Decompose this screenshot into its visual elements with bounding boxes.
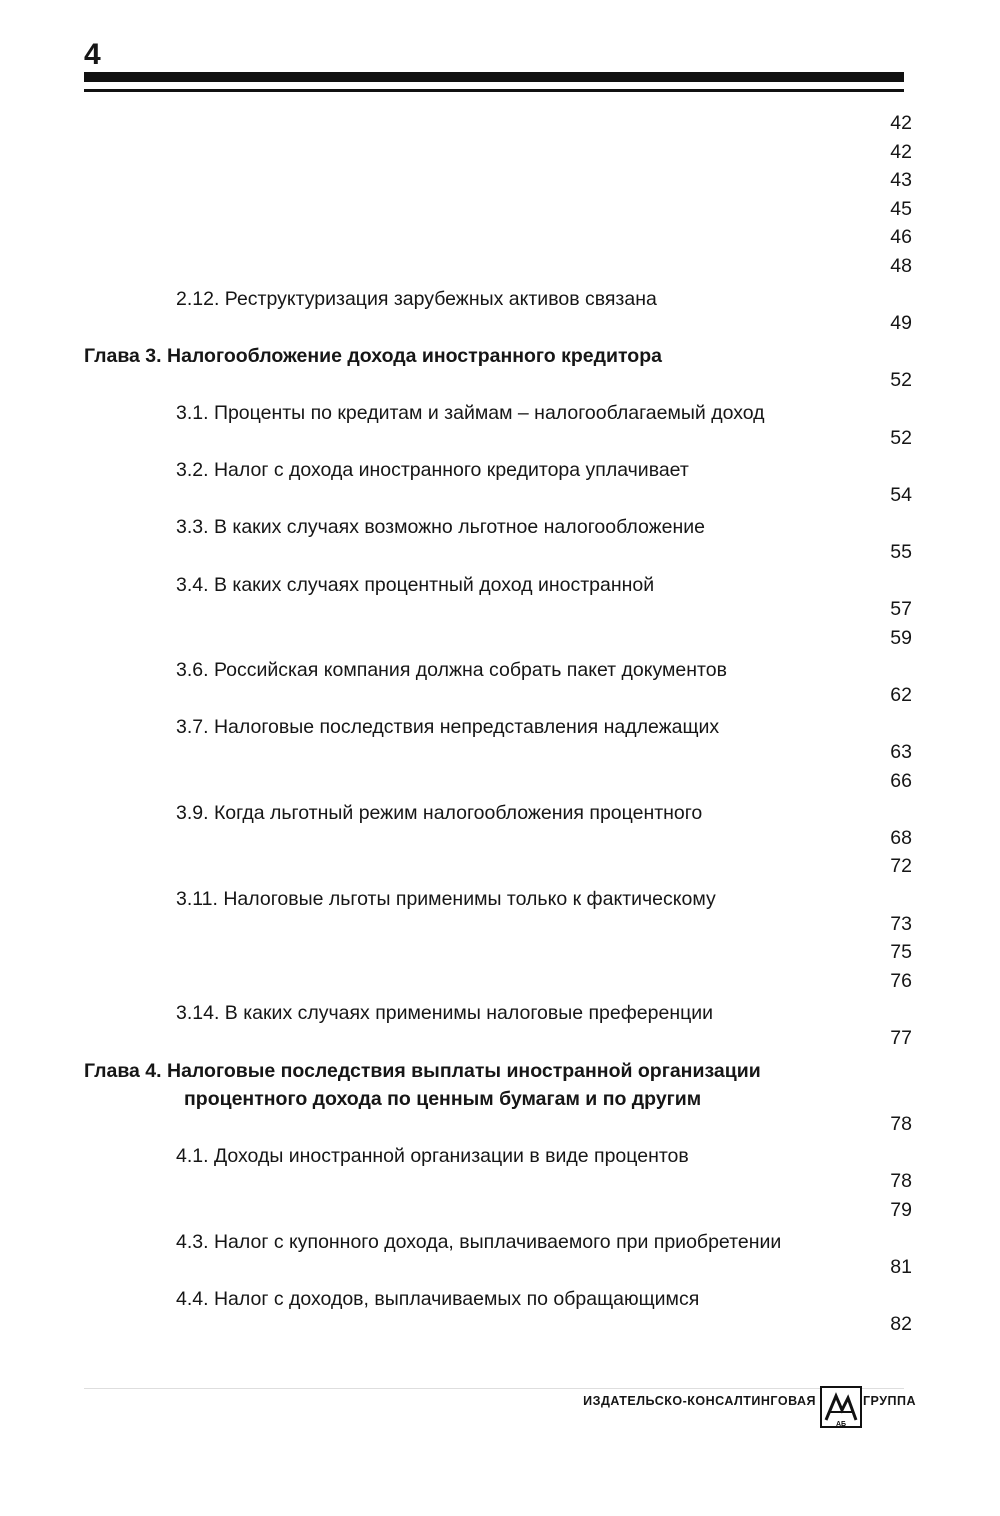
toc-page-number: 46	[890, 226, 912, 249]
toc-entry-title: 3.7. Налоговые последствия непредставления надлежащих	[176, 716, 720, 739]
toc-entry-title: 2.12. Реструктуризация зарубежных активов связана	[176, 287, 657, 310]
toc-page-number: 45	[890, 197, 912, 220]
toc-entry-title: Глава 3. Налогообложение дохода иностранного кредитора	[84, 344, 662, 367]
toc-page-number: 79	[890, 1198, 912, 1221]
toc-entry-line	[84, 771, 912, 800]
toc-entry-title: процентного дохода по ценным бумагам и по другим	[184, 1088, 702, 1111]
toc-entry-line	[84, 313, 912, 342]
toc-entry-line	[84, 914, 912, 943]
toc-entry-line	[84, 1171, 912, 1200]
toc-entry-line	[84, 571, 912, 600]
toc-entry-line	[84, 142, 912, 171]
toc-page-number: 66	[890, 769, 912, 792]
toc-entry-line	[84, 828, 912, 857]
toc-entry-title: 3.3. В каких случаях возможно льготное налогообложение	[176, 516, 705, 539]
toc-chapter-line	[84, 1085, 912, 1114]
toc-page-number: 76	[890, 969, 912, 992]
toc-page-number: 78	[890, 1112, 912, 1135]
toc-page-number: 55	[890, 540, 912, 563]
toc-page-number: 72	[890, 855, 912, 878]
toc-entry-line	[84, 685, 912, 714]
toc-page-number: 52	[890, 426, 912, 449]
toc-page-number: 75	[890, 941, 912, 964]
toc-entry-line	[84, 1028, 912, 1057]
toc-page-number: 48	[890, 254, 912, 277]
toc-chapter-line	[84, 370, 912, 399]
toc-entry-line	[84, 1228, 912, 1257]
toc-entry-line	[84, 399, 912, 428]
toc-entry-line	[84, 999, 912, 1028]
toc-page-number: 52	[890, 369, 912, 392]
table-of-contents	[84, 113, 912, 1343]
publisher-name-left: ИЗДАТЕЛЬСКО-КОНСАЛТИНГОВАЯ	[583, 1394, 816, 1408]
toc-chapter-line	[84, 1114, 912, 1143]
header-rule-thick	[84, 72, 904, 82]
toc-entry-line	[84, 1257, 912, 1286]
toc-entry-title: 3.11. Налоговые льготы применимы только к фактическому	[176, 888, 716, 911]
toc-entry-line	[84, 628, 912, 657]
toc-entry-line	[84, 713, 912, 742]
toc-page-number: 73	[890, 912, 912, 935]
toc-page-number: 42	[890, 112, 912, 134]
toc-entry-title: 3.14. В каких случаях применимы налоговые преференции	[176, 1002, 714, 1025]
toc-page-number: 42	[890, 140, 912, 163]
page-number: 4	[84, 38, 101, 71]
toc-page-number: 81	[890, 1255, 912, 1278]
toc-entry-line	[84, 170, 912, 199]
toc-entry-line	[84, 656, 912, 685]
toc-entry-line	[84, 113, 912, 142]
toc-entry-line	[84, 885, 912, 914]
toc-page-number: 57	[890, 598, 912, 621]
publisher-footer	[0, 1392, 916, 1434]
toc-page-number: 68	[890, 826, 912, 849]
toc-entry-title: 3.1. Проценты по кредитам и займам – налогооблагаемый доход	[176, 401, 765, 424]
toc-entry-line	[84, 199, 912, 228]
toc-entry-line	[84, 256, 912, 285]
toc-page-number: 54	[890, 483, 912, 506]
toc-entry-line	[84, 1285, 912, 1314]
toc-page-number: 62	[890, 683, 912, 706]
toc-entry-title: 3.4. В каких случаях процентный доход иностранной	[176, 573, 655, 596]
toc-entry-line	[84, 1200, 912, 1229]
toc-entry-title: 3.2. Налог с дохода иностранного кредитора уплачивает	[176, 459, 689, 482]
toc-entry-title: 4.4. Налог с доходов, выплачиваемых по обращающимся	[176, 1288, 700, 1311]
publisher-logo-icon	[820, 1386, 862, 1428]
toc-entry-line	[84, 285, 912, 314]
toc-page-number: 43	[890, 169, 912, 192]
toc-entry-line	[84, 1314, 912, 1343]
toc-entry-line	[84, 942, 912, 971]
toc-entry-line	[84, 428, 912, 457]
toc-entry-line	[84, 485, 912, 514]
toc-page-number: 59	[890, 626, 912, 649]
toc-entry-line	[84, 513, 912, 542]
header-rule-thin	[84, 89, 904, 92]
toc-page-number: 49	[890, 312, 912, 335]
toc-chapter-line	[84, 1057, 912, 1086]
toc-entry-line	[84, 599, 912, 628]
toc-entry-line	[84, 1142, 912, 1171]
toc-entry-title: 4.1. Доходы иностранной организации в виде процентов	[176, 1145, 689, 1168]
toc-page-number: 77	[890, 1027, 912, 1049]
toc-page-number: 63	[890, 741, 912, 764]
toc-entry-line	[84, 799, 912, 828]
toc-entry-line	[84, 971, 912, 1000]
svg-text:АБ: АБ	[835, 1421, 847, 1428]
toc-entry-line	[84, 856, 912, 885]
toc-entry-title: Глава 4. Налоговые последствия выплаты иностранной организации	[84, 1059, 761, 1082]
toc-entry-line	[84, 542, 912, 571]
toc-entry-title: 4.3. Налог с купонного дохода, выплачиваемого при приобретении	[176, 1231, 782, 1254]
toc-page-number: 78	[890, 1169, 912, 1192]
toc-entry-title: 3.9. Когда льготный режим налогообложения процентного	[176, 802, 703, 825]
footer-rule	[84, 1388, 904, 1389]
toc-entry-title: 3.6. Российская компания должна собрать пакет документов	[176, 659, 727, 682]
toc-page-number: 82	[890, 1312, 912, 1335]
toc-entry-line	[84, 227, 912, 256]
toc-entry-line	[84, 456, 912, 485]
publisher-name-right: ГРУППА	[862, 1394, 916, 1408]
toc-chapter-line	[84, 342, 912, 371]
toc-entry-line	[84, 742, 912, 771]
